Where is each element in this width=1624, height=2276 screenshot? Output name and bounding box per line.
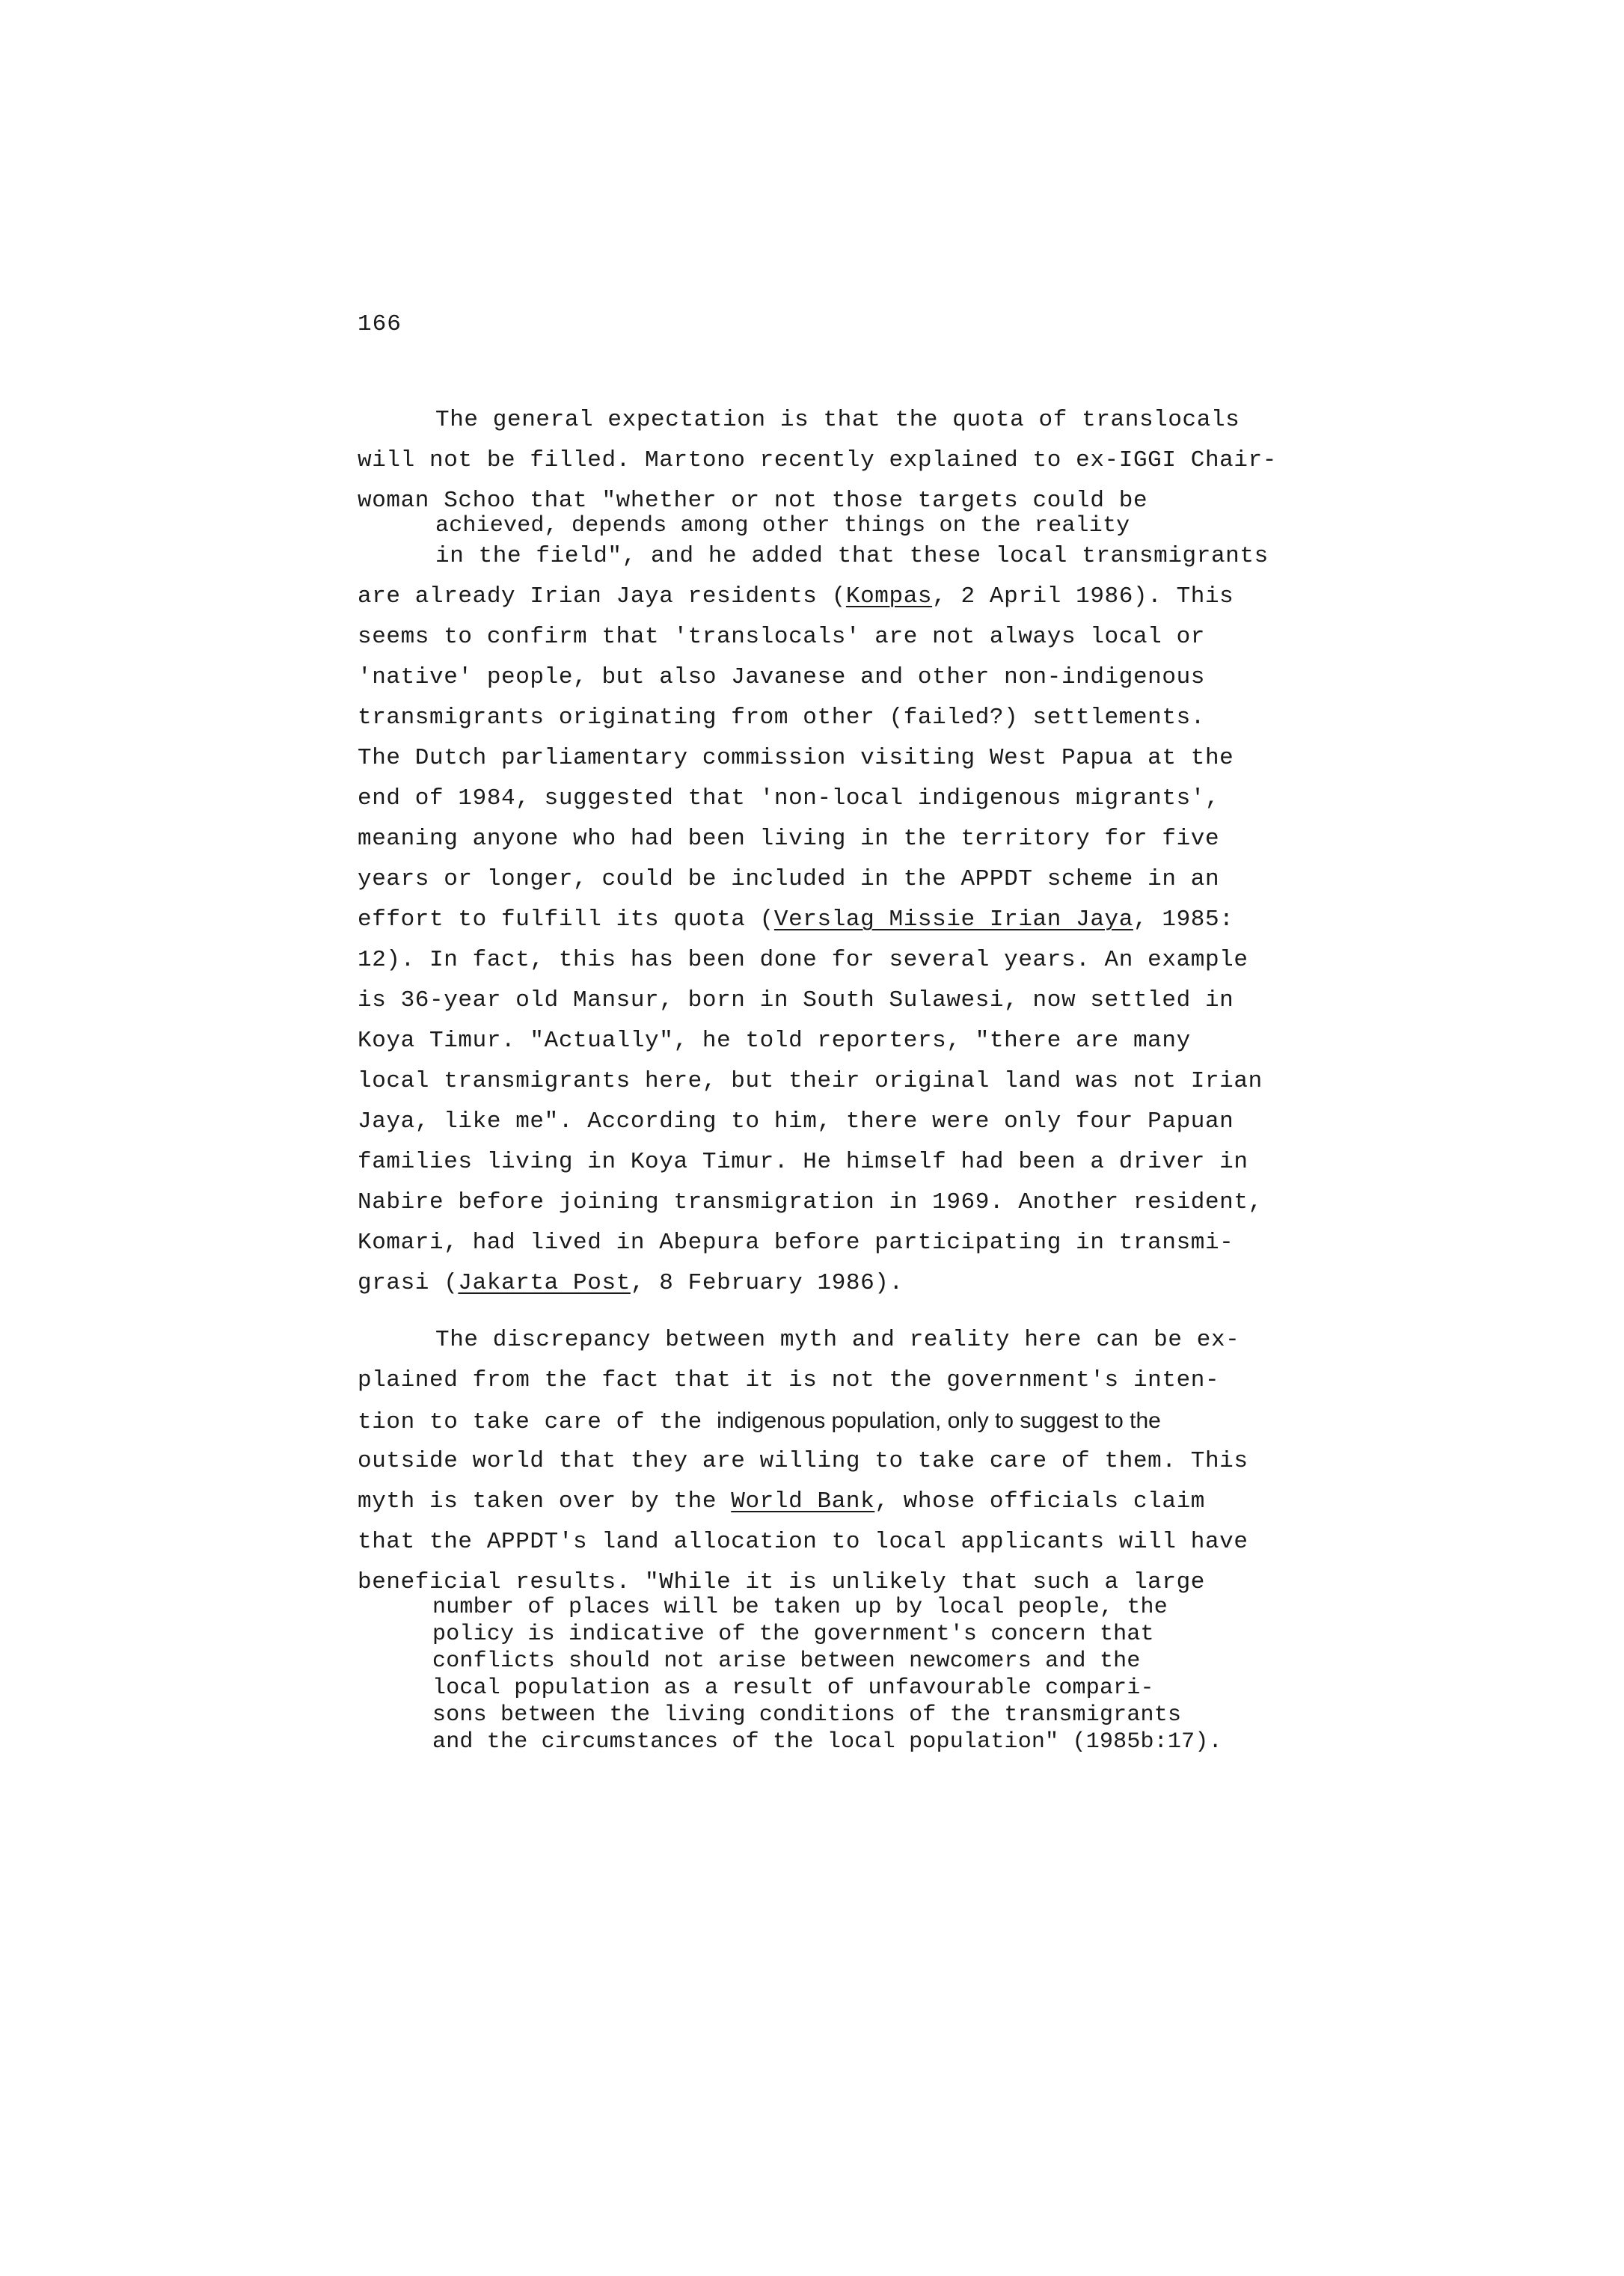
text-line: families living in Koya Timur. He himself had been a driver in xyxy=(358,1149,1248,1175)
text-line: years or longer, could be included in the APPDT scheme in an xyxy=(358,866,1220,892)
text-line: will not be filled. Martono recently explained to ex-IGGI Chair- xyxy=(358,447,1277,473)
text-segment: grasi ( xyxy=(358,1270,459,1296)
text-line xyxy=(358,1487,1205,1517)
text-line: is 36-year old Mansur, born in South Sulawesi, now settled in xyxy=(358,987,1234,1013)
text-segment: tion to take care of the xyxy=(358,1409,717,1435)
text-line: The Dutch parliamentary commission visiting West Papua at the xyxy=(358,745,1234,771)
inserted-text: indigenous population, only to suggest to the xyxy=(717,1408,1161,1433)
text-line: beneficial results. "While it is unlikely that such a large xyxy=(358,1569,1205,1595)
quote-line: and the circumstances of the local population" (1985b:17). xyxy=(432,1729,1222,1755)
text-line: outside world that they are willing to take care of them. This xyxy=(358,1448,1248,1474)
text-line xyxy=(358,1269,904,1298)
text-line: end of 1984, suggested that 'non-local indigenous migrants', xyxy=(358,785,1220,812)
citation-kompas: Kompas xyxy=(845,583,933,610)
text-line: Koya Timur. "Actually", he told reporters, "there are many xyxy=(358,1028,1191,1054)
text-line: meaning anyone who had been living in the territory for five xyxy=(358,826,1220,852)
text-line: achieved, depends among other things on the reality xyxy=(435,513,1130,539)
quote-line: conflicts should not arise between newcomers and the xyxy=(432,1648,1141,1674)
citation-jakarta-post: Jakarta Post xyxy=(458,1270,631,1296)
text-segment: , 2 April 1986). This xyxy=(932,583,1234,610)
text-line xyxy=(358,905,1234,935)
text-segment: , 8 February 1986). xyxy=(630,1270,904,1296)
text-line: woman Schoo that "whether or not those targets could be xyxy=(358,488,1148,514)
text-line: 12). In fact, this has been done for several years. An example xyxy=(358,947,1248,973)
quote-line: sons between the living conditions of the transmigrants xyxy=(432,1702,1182,1728)
text-line: 'native' people, but also Javanese and other non-indigenous xyxy=(358,664,1205,690)
page-number: 166 xyxy=(358,311,402,337)
text-line: transmigrants originating from other (failed?) settlements. xyxy=(358,705,1205,731)
text-segment: effort to fulfill its quota ( xyxy=(358,907,774,933)
citation-world-bank: World Bank xyxy=(731,1488,875,1515)
text-line: Jaya, like me". According to him, there were only four Papuan xyxy=(358,1108,1234,1135)
text-line: Komari, had lived in Abepura before participating in transmi- xyxy=(358,1230,1234,1256)
quote-line: number of places will be taken up by local people, the xyxy=(432,1595,1168,1620)
text-line: local transmigrants here, but their original land was not Irian xyxy=(358,1068,1263,1094)
text-line: The discrepancy between myth and reality here can be ex- xyxy=(435,1327,1240,1353)
quote-line: policy is indicative of the government's concern that xyxy=(432,1622,1154,1647)
text-line xyxy=(358,1406,1161,1438)
quote-line: local population as a result of unfavourable compari- xyxy=(432,1675,1154,1701)
text-line: plained from the fact that it is not the government's inten- xyxy=(358,1367,1220,1393)
text-segment: myth is taken over by the xyxy=(358,1488,732,1515)
text-segment: , 1985: xyxy=(1133,907,1234,933)
text-line: The general expectation is that the quota of translocals xyxy=(435,407,1240,433)
text-segment: , whose officials claim xyxy=(874,1488,1205,1515)
text-line: in the field", and he added that these local transmigrants xyxy=(435,543,1269,569)
text-segment: are already Irian Jaya residents ( xyxy=(358,583,846,610)
text-line: that the APPDT's land allocation to local applicants will have xyxy=(358,1529,1248,1555)
citation-verslag: Verslag Missie Irian Jaya xyxy=(773,907,1133,933)
text-line: Nabire before joining transmigration in 1969. Another resident, xyxy=(358,1189,1263,1215)
text-line: seems to confirm that 'translocals' are not always local or xyxy=(358,624,1205,650)
text-line xyxy=(358,582,1234,612)
